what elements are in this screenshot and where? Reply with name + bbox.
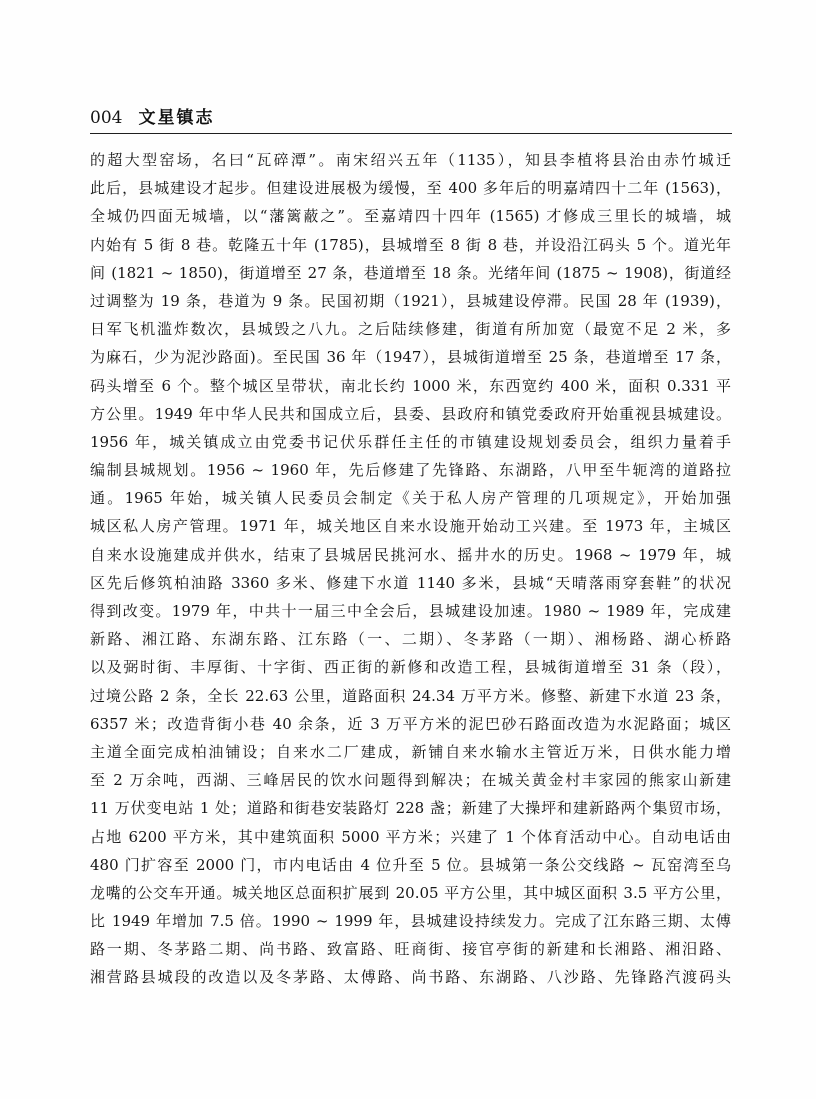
text-line: 主道全面完成柏油铺设；自来水二厂建成，新铺自来水输水主管近万米，日供水能力增 [90, 742, 731, 761]
text-line: 间 (1821 ~ 1850)，街道增至 27 条，巷道增至 18 条。光绪年间 (1875 ~ 1908)，街道经 [90, 263, 731, 282]
text-line: 的超大型窑场，名曰“瓦碎潭”。南宋绍兴五年（1135），知县李植将县治由赤竹城迁 [90, 151, 731, 169]
text-line: 此后，县城建设才起步。但建设进展极为缓慢，至 400 多年后的明嘉靖四十二年 (1563)， [90, 179, 731, 198]
text-line: 湘营路县城段的改造以及冬茅路、太傅路、尚书路、东湖路、八沙路、先锋路汽渡码头 [90, 968, 731, 987]
text-line: 方公里。1949 年中华人民共和国成立后，县委、县政府和镇党委政府开始重视县城建设。 [90, 404, 731, 423]
text-line: 过境公路 2 条，全长 22.63 公里，道路面积 24.34 万平方米。修整、新建下水道 23 条， [90, 686, 731, 705]
text-line: 全城仍四面无城墙，以“藩篱蔽之”。至嘉靖四十四年 (1565) 才修成三里长的城墙，城 [90, 207, 731, 226]
page-number: 004 [90, 108, 123, 128]
text-line: 自来水设施建成并供水，结束了县城居民挑河水、摇井水的历史。1968 ~ 1979 年，城 [90, 545, 731, 564]
text-line: 新路、湘江路、东湖东路、江东路（一、二期）、冬茅路（一期）、湘杨路、湖心桥路 [90, 630, 731, 649]
text-line: 编制县城规划。1956 ~ 1960 年，先后修建了先锋路、东湖路，八甲至牛轭湾的道路拉 [90, 461, 731, 480]
text-line: 比 1949 年增加 7.5 倍。1990 ~ 1999 年，县城建设持续发力。完成了江东路三期、太傅 [90, 912, 731, 931]
text-line: 通。1965 年始，城关镇人民委员会制定《关于私人房产管理的几项规定》，开始加强 [90, 489, 731, 508]
text-line: 过调整为 19 条，巷道为 9 条。民国初期（1921），县城建设停滞。民国 28 年 (1939)， [90, 291, 731, 310]
text-line: 以及弼时街、丰厚街、十字街、西正街的新修和改造工程，县城街道增至 31 条（段）， [90, 658, 731, 677]
text-line: 至 2 万余吨，西湖、三峰居民的饮水问题得到解决；在城关黄金村丰家园的熊家山新建 [90, 771, 731, 790]
text-line: 11 万伏变电站 1 处；道路和街巷安装路灯 228 盏；新建了大操坪和建新路两个集贸市场， [90, 799, 731, 818]
text-line: 路一期、冬茅路二期、尚书路、致富路、旺商街、接官亭街的新建和长湘路、湘汨路、 [90, 940, 731, 959]
text-line: 为麻石，少为泥沙路面)。至民国 36 年（1947），县城街道增至 25 条，巷道增至 17 条， [90, 348, 731, 367]
text-line: 码头增至 6 个。整个城区呈带状，南北长约 1000 米，东西宽约 400 米，面积 0.331 平 [90, 376, 731, 395]
body-text [90, 146, 731, 992]
text-line: 1956 年，城关镇成立由党委书记伏乐群任主任的市镇建设规划委员会，组织力量着手 [90, 432, 731, 451]
text-line: 龙嘴的公交车开通。城关地区总面积扩展到 20.05 平方公里，其中城区面积 3.5 平方公里， [90, 883, 731, 902]
text-line: 6357 米；改造背街小巷 40 余条，近 3 万平方米的泥巴砂石路面改造为水泥路面；城区 [90, 714, 731, 733]
text-line: 得到改变。1979 年，中共十一届三中全会后，县城建设加速。1980 ~ 1989 年，完成建 [90, 602, 731, 620]
text-line: 日军飞机滥炸数次，县城毁之八九。之后陆续修建，街道有所加宽（最宽不足 2 米，多 [90, 320, 731, 339]
text-line: 内始有 5 街 8 巷。乾隆五十年 (1785)，县城增至 8 街 8 巷，并设沿江码头 5 个。道光年 [90, 235, 731, 254]
page-header [90, 103, 732, 134]
text-line: 城区私人房产管理。1971 年，城关地区自来水设施开始动工兴建。至 1973 年，主城区 [90, 517, 731, 536]
text-line: 占地 6200 平方米，其中建筑面积 5000 平方米；兴建了 1 个体育活动中心。自动电话由 [90, 827, 731, 846]
book-title: 文星镇志 [138, 108, 215, 128]
text-line: 480 门扩容至 2000 门，市内电话由 4 位升至 5 位。县城第一条公交线路 ~ 瓦窑湾至乌 [90, 855, 731, 874]
text-line: 区先后修筑柏油路 3360 多米、修建下水道 1140 多米，县城“天晴落雨穿套鞋”的状况 [90, 573, 731, 592]
